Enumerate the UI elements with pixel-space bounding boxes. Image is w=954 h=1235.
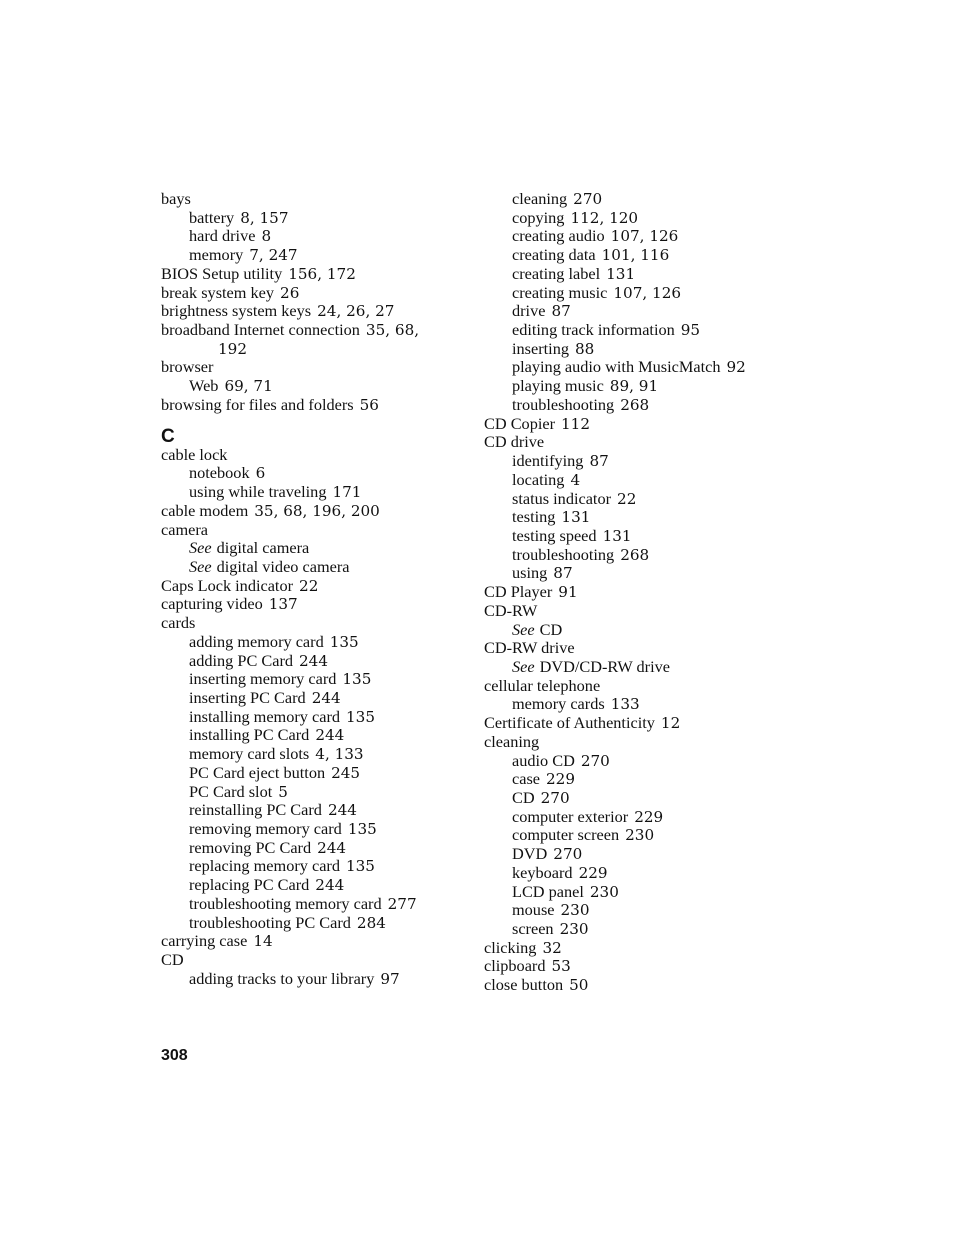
index-term: copying — [512, 207, 565, 227]
index-term: memory cards — [512, 694, 605, 714]
page-references: 95 — [680, 321, 701, 340]
page-references: 133 — [610, 695, 640, 714]
index-term: troubleshooting — [512, 394, 615, 414]
index-subentry — [161, 783, 481, 802]
page-references: 26 — [280, 283, 300, 302]
page-references: 101, 116 — [601, 246, 670, 265]
index-subentry — [161, 764, 481, 783]
index-term: troubleshooting PC Card — [189, 912, 351, 932]
index-entry — [484, 433, 804, 452]
index-term: LCD panel — [512, 881, 584, 901]
index-subentry — [484, 826, 804, 845]
index-subentry — [161, 377, 481, 396]
index-subentry — [484, 564, 804, 583]
index-entry — [161, 265, 481, 284]
index-subentry — [484, 864, 804, 883]
page-references: 6 — [255, 464, 266, 483]
page-references: 5 — [278, 782, 288, 801]
index-entry — [484, 639, 804, 658]
index-entry — [484, 415, 804, 434]
index-subentry — [161, 633, 481, 652]
index-subentry — [161, 652, 481, 671]
page-references: 156, 172 — [288, 264, 356, 283]
index-term: case — [512, 769, 541, 789]
page-references: 92 — [726, 358, 746, 377]
page-references: 91 — [558, 583, 578, 602]
index-term: adding tracks to your library — [189, 968, 375, 988]
index-subentry — [484, 695, 804, 714]
index-term: adding memory card — [189, 631, 324, 651]
index-term: cleaning — [484, 731, 540, 751]
index-term: reinstalling PC Card — [189, 800, 322, 820]
page-references: 268 — [620, 545, 650, 564]
index-subentry — [484, 920, 804, 939]
index-entry — [161, 358, 481, 377]
index-subentry — [484, 752, 804, 771]
index-term: cards — [161, 613, 196, 633]
index-entry — [161, 951, 481, 970]
index-term: computer exterior — [512, 806, 629, 826]
index-term: cellular telephone — [484, 675, 601, 695]
index-term: browser — [161, 357, 214, 377]
index-subentry — [484, 658, 804, 677]
index-term: hard drive — [189, 226, 256, 246]
index-subentry — [161, 689, 481, 708]
page-references: 35, 68, 196, 200 — [254, 501, 380, 520]
page-references: 131 — [561, 508, 591, 527]
page-references: 135 — [342, 670, 372, 689]
page-references: 171 — [332, 483, 362, 502]
index-subentry — [161, 876, 481, 895]
page-references: 56 — [359, 395, 379, 414]
index-entry — [484, 602, 804, 621]
index-term: removing memory card — [189, 819, 342, 838]
page-references: 244 — [327, 801, 357, 820]
see-reference: See — [512, 656, 535, 676]
page-references: 112, 120 — [570, 208, 639, 227]
index-subentry — [161, 745, 481, 764]
index-entry — [161, 502, 481, 521]
index-entry — [161, 614, 481, 633]
index-term: CD — [539, 619, 563, 639]
see-reference: See — [189, 556, 212, 576]
index-subentry — [484, 246, 804, 265]
index-term: removing PC Card — [189, 837, 312, 857]
page-references: 244 — [315, 876, 345, 895]
index-term: bays — [161, 189, 191, 208]
index-term: DVD/CD-RW drive — [539, 656, 670, 676]
index-subentry — [484, 471, 804, 490]
index-subentry — [161, 895, 481, 914]
page-references: 270 — [580, 751, 610, 770]
page-references: 35, 68, — [365, 321, 420, 340]
page-references: 107, 126 — [613, 283, 682, 302]
index-entry — [161, 321, 481, 340]
index-term: inserting memory card — [189, 669, 337, 689]
index-term: PC Card eject button — [189, 762, 326, 782]
page-references: 14 — [253, 932, 273, 951]
index-subentry — [161, 464, 481, 483]
index-term: mouse — [512, 900, 555, 920]
index-term: playing music — [512, 376, 604, 396]
see-reference: See — [189, 538, 212, 558]
page-references: 244 — [299, 651, 329, 670]
index-term: creating label — [512, 263, 601, 283]
index-term: adding PC Card — [189, 650, 294, 670]
index-subentry — [484, 490, 804, 509]
index-subentry — [161, 246, 481, 265]
index-term: installing memory card — [189, 706, 341, 726]
index-subentry — [484, 508, 804, 527]
index-term: browsing for files and folders — [161, 394, 354, 414]
index-term: troubleshooting memory card — [189, 893, 382, 913]
page-references: 50 — [569, 976, 589, 995]
index-term: Certificate of Authenticity — [484, 713, 655, 733]
index-subentry — [484, 527, 804, 546]
index-term: digital video camera — [216, 556, 350, 576]
index-subentry — [161, 914, 481, 933]
page-references: 244 — [311, 688, 341, 707]
page-references: 270 — [540, 789, 570, 807]
index-column-right — [484, 190, 804, 995]
index-term: inserting PC Card — [189, 687, 306, 707]
page-references: 230 — [559, 920, 589, 939]
page-references: 284 — [356, 913, 386, 932]
index-term: locating — [512, 469, 565, 489]
index-subentry — [484, 452, 804, 471]
index-term: replacing memory card — [189, 856, 340, 876]
index-term: Web — [189, 376, 219, 396]
page-references: 88 — [574, 339, 595, 358]
index-entry — [484, 677, 804, 696]
index-term: close button — [484, 975, 564, 995]
index-term: clicking — [484, 937, 537, 957]
page-references: 7, 247 — [249, 246, 298, 265]
index-term: status indicator — [512, 488, 612, 508]
index-subentry — [484, 901, 804, 920]
index-term: audio CD — [512, 750, 575, 770]
index-entry — [161, 446, 481, 465]
index-entry — [484, 733, 804, 752]
page-references: 4 — [570, 470, 581, 489]
index-section-letter: C — [161, 425, 175, 447]
index-term: brightness system keys — [161, 301, 312, 321]
index-entry — [484, 714, 804, 733]
index-entry — [484, 957, 804, 976]
index-term: clipboard — [484, 956, 546, 976]
index-subentry — [484, 546, 804, 565]
index-term: notebook — [189, 463, 250, 483]
index-term: CD — [161, 950, 184, 970]
index-subentry — [484, 770, 804, 789]
index-term: CD — [512, 788, 535, 807]
index-term: identifying — [512, 451, 584, 471]
index-subentry — [484, 883, 804, 902]
index-term: CD-RW — [484, 600, 538, 620]
index-term: CD-RW drive — [484, 638, 575, 658]
index-entry — [161, 932, 481, 951]
page-references: 244 — [317, 838, 347, 857]
page-references: 137 — [268, 595, 298, 614]
index-term: cable lock — [161, 444, 228, 464]
index-subentry — [484, 845, 804, 864]
page-references: 87 — [589, 452, 609, 471]
index-subentry — [161, 726, 481, 745]
index-subentry — [484, 808, 804, 827]
page-references: 192 — [218, 339, 247, 358]
index-subentry — [484, 377, 804, 396]
index-subentry — [484, 789, 804, 808]
index-entry — [161, 302, 481, 321]
index-term: CD drive — [484, 432, 545, 452]
index-subentry — [484, 227, 804, 246]
page-references: 8, 157 — [240, 208, 289, 227]
page-references: 135 — [346, 707, 376, 726]
index-term: creating music — [512, 282, 608, 302]
index-subentry — [161, 708, 481, 727]
page-references: 270 — [573, 190, 603, 208]
index-term: cable modem — [161, 500, 249, 520]
index-term: camera — [161, 519, 208, 539]
page-references: 229 — [634, 807, 664, 826]
index-entry — [161, 521, 481, 540]
page-references: 230 — [589, 882, 619, 901]
index-term: using while traveling — [189, 482, 327, 502]
page-references: 87 — [553, 564, 573, 583]
index-entry — [161, 577, 481, 596]
page-number: 308 — [161, 1047, 188, 1064]
index-term: BIOS Setup utility — [161, 263, 283, 283]
index-term: replacing PC Card — [189, 875, 310, 895]
index-subentry — [161, 539, 481, 558]
page-references: 135 — [347, 820, 377, 838]
page-references: 89, 91 — [609, 377, 659, 396]
index-subentry — [484, 621, 804, 640]
index-term: drive — [512, 301, 546, 321]
page-references: 4, 133 — [315, 745, 364, 764]
index-entry — [161, 396, 481, 415]
index-term: playing audio with MusicMatch — [512, 357, 721, 377]
index-entry — [161, 284, 481, 303]
index-subentry — [161, 227, 481, 246]
index-subentry — [484, 396, 804, 415]
page-references: 12 — [660, 714, 681, 733]
index-subentry — [161, 670, 481, 689]
index-term: memory — [189, 245, 244, 265]
index-subentry — [484, 302, 804, 321]
index-term: creating data — [512, 245, 596, 265]
index-subentry — [484, 321, 804, 340]
index-term: CD Player — [484, 582, 553, 602]
page-references: 97 — [380, 969, 400, 988]
page-references: 244 — [315, 726, 345, 745]
page-references: 229 — [546, 770, 576, 789]
index-term: cleaning — [512, 189, 568, 208]
page-references: 131 — [602, 526, 632, 545]
index-term: Caps Lock indicator — [161, 575, 294, 595]
page-references: 87 — [551, 302, 571, 321]
page-references: 69, 71 — [224, 377, 273, 396]
page-references: 135 — [329, 632, 359, 651]
index-term: using — [512, 563, 548, 583]
index-subentry — [161, 839, 481, 858]
page-references: 245 — [331, 763, 361, 782]
see-reference: See — [512, 619, 535, 639]
page-references: 270 — [553, 845, 583, 864]
index-term: computer screen — [512, 825, 620, 845]
index-term: editing track information — [512, 320, 675, 340]
index-subentry — [484, 265, 804, 284]
index-subentry — [161, 801, 481, 820]
index-entry-continuation — [161, 340, 481, 359]
index-term: testing — [512, 507, 556, 527]
index-term: screen — [512, 919, 554, 939]
page-references: 107, 126 — [610, 227, 679, 246]
page-references: 112 — [561, 414, 590, 433]
index-term: capturing video — [161, 594, 263, 614]
index-subentry — [161, 820, 481, 839]
index-term: testing speed — [512, 525, 597, 545]
index-subentry — [161, 209, 481, 228]
index-term: memory card slots — [189, 744, 310, 764]
page-references: 22 — [299, 576, 319, 595]
index-subentry — [484, 340, 804, 359]
index-subentry — [484, 190, 804, 209]
section-gap — [161, 415, 481, 428]
index-term: carrying case — [161, 931, 248, 951]
page-references: 24, 26, 27 — [317, 302, 395, 321]
index-entry — [484, 583, 804, 602]
index-term: broadband Internet connection — [161, 320, 360, 340]
index-subentry — [161, 483, 481, 502]
page-references: 229 — [578, 863, 608, 882]
index-subentry — [484, 284, 804, 303]
page-references: 8 — [261, 227, 272, 246]
index-subentry — [484, 209, 804, 228]
page-references: 230 — [625, 826, 655, 845]
index-term: DVD — [512, 844, 548, 864]
page-references: 32 — [542, 938, 562, 957]
index-subentry — [161, 857, 481, 876]
page-references: 277 — [387, 894, 417, 913]
index-term: break system key — [161, 282, 275, 302]
index-entry — [484, 939, 804, 958]
index-entry — [484, 976, 804, 995]
index-term: CD Copier — [484, 413, 555, 433]
index-subentry — [484, 358, 804, 377]
index-term: keyboard — [512, 862, 573, 882]
index-term: digital camera — [216, 538, 310, 558]
page-references: 268 — [620, 395, 650, 414]
index-term: creating audio — [512, 226, 605, 246]
index-subentry — [161, 970, 481, 989]
page-references: 22 — [617, 489, 637, 508]
index-entry — [161, 595, 481, 614]
index-entry — [161, 190, 481, 209]
page-references: 135 — [345, 857, 375, 876]
page-references: 131 — [606, 264, 636, 283]
index-term: installing PC Card — [189, 725, 310, 745]
index-term: inserting — [512, 338, 569, 358]
index-column-left — [161, 190, 481, 988]
page-references: 53 — [551, 957, 571, 976]
index-subentry — [161, 558, 481, 577]
index-term: troubleshooting — [512, 544, 615, 564]
page-references: 230 — [560, 901, 590, 920]
index-term: battery — [189, 207, 235, 227]
index-term: PC Card slot — [189, 781, 273, 801]
